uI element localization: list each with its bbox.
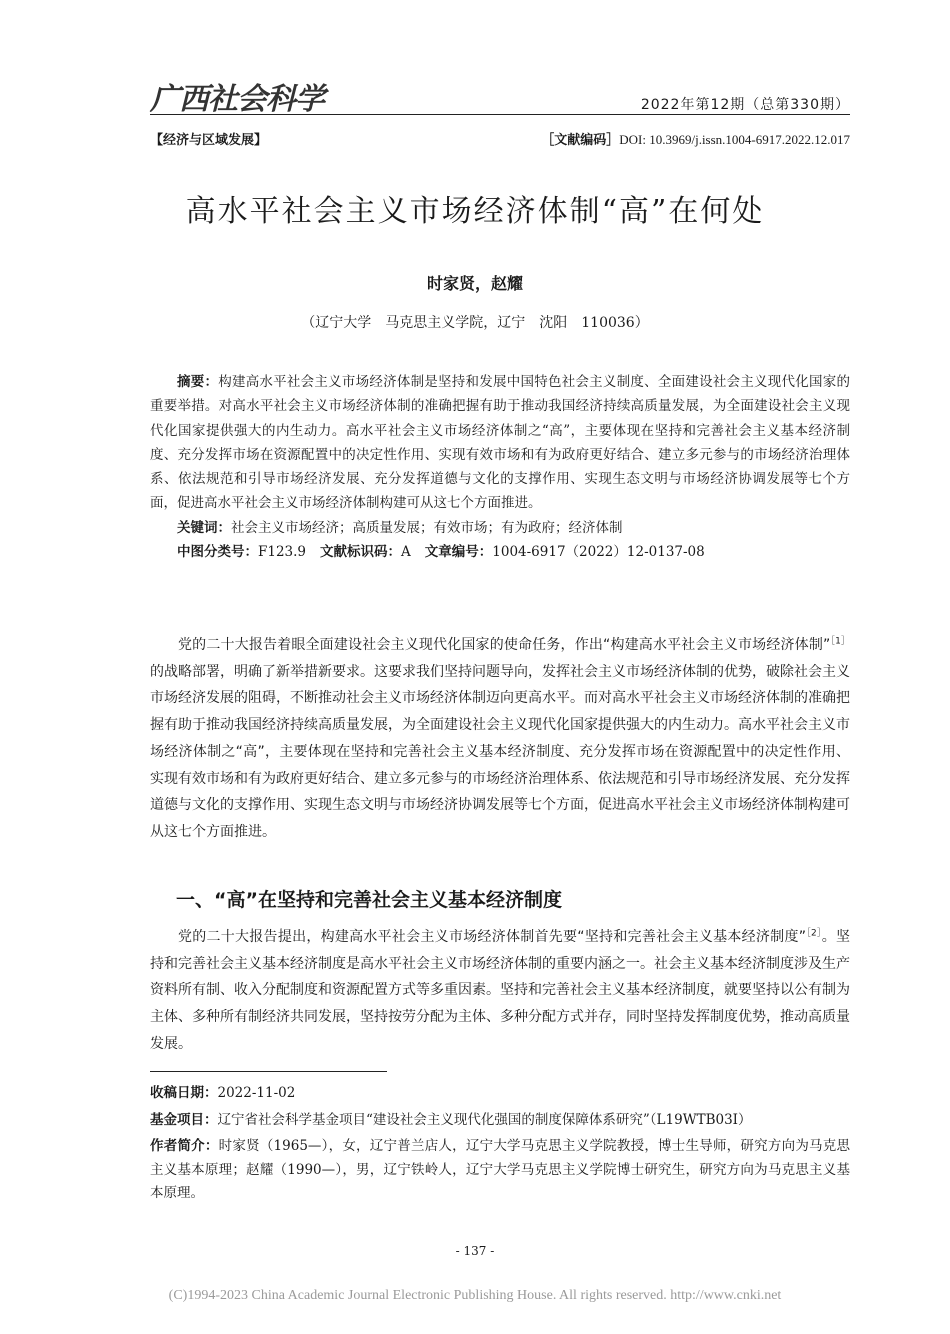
article-no-value: 1004-6917（2022）12-0137-08 [492, 544, 705, 561]
intro-paragraph [150, 632, 850, 846]
author-bio [150, 1135, 850, 1206]
reference-1: ［1］ [830, 636, 850, 647]
abstract-block [150, 370, 850, 564]
received-value: 2022-11-02 [217, 1085, 296, 1101]
abstract-label: 摘要： [177, 374, 219, 390]
journal-logo: 广西社会科学 [150, 82, 324, 117]
keywords-line [177, 516, 850, 540]
fund-label: 基金项目： [150, 1111, 218, 1128]
abstract-paragraph [150, 370, 850, 516]
reference-2: ［2］ [805, 928, 822, 939]
abstract-text: 构建高水平社会主义市场经济体制是坚持和发展中国特色社会主义制度、全面建设社会主义现代化国家的重要举措。对高水平社会主义市场经济体制的准确把握有助于推动我国经济持续高质量发展，为全面建设社会主义现代化国家提供强大的内生动力。高水平社会主义市场经济体制之“高”，主要体现在坚持和完善社会主义基本经济制度、充分发挥市场在资源配置中的决定性作用、实现有效市场和有为政府更好结合、建立多元参与的市场经济治理体系、依法规范和引导市场经济发展、充分发挥道德与文化的支撑作用、实现生态文明与市场经济协调发展等七个方面，促进高水平社会主义市场经济体制构建可从这七个方面推进。 [150, 374, 850, 512]
p2-text-a: 党的二十大报告提出，构建高水平社会主义市场经济体制首先要“坚持和完善社会主义基本经济制度” [178, 929, 806, 945]
header-rule [150, 114, 850, 115]
section-label: 【经济与区域发展】 [150, 133, 268, 148]
authors: 时家贤，赵耀 [426, 274, 523, 293]
footnotes [150, 1082, 850, 1209]
classification-line [177, 540, 850, 564]
issue-info: 2022年第12期（总第330期） [640, 97, 850, 113]
intro-text-a: 党的二十大报告着眼全面建设社会主义现代化国家的使命任务，作出“构建高水平社会主义市场经济体制” [178, 637, 831, 653]
received-date [150, 1082, 850, 1106]
keywords-label: 关键词： [177, 519, 231, 536]
doi-line [541, 129, 850, 148]
page-number: - 137 - [455, 1244, 495, 1258]
received-label: 收稿日期： [150, 1085, 218, 1101]
intro-text-b: 的战略部署，明确了新举措新要求。这要求我们坚持问题导向，发挥社会主义市场经济体制的优势，破除社会主义市场经济发展的阻碍，不断推动社会主义市场经济体制迈向更高水平。而对高水平社会主义市场经济体制的准确把握有助于推动我国经济持续高质量发展，为全面建设社会主义现代化国家提供强大的内生动力。高水平社会主义市场经济体制之“高”，主要体现在坚持和完善社会主义基本经济制度、充分发挥市场在资源配置中的决定性作用、实现有效市场和有为政府更好结合、建立多元参与的市场经济治理体系、依法规范和引导市场经济发展、充分发挥道德与文化的支撑作用、实现生态文明与市场经济协调发展等七个方面，促进高水平社会主义市场经济体制构建可从这七个方面推进。 [150, 663, 850, 840]
copyright-footer: (C)1994-2023 China Academic Journal Electronic Publishing House. All rights reserved. http://www.cnki.net [168, 1288, 782, 1303]
keywords-text: 社会主义市场经济；高质量发展；有效市场；有为政府；经济体制 [231, 519, 623, 536]
article-title: 高水平社会主义市场经济体制“高”在何处 [185, 194, 765, 229]
doi-value: DOI: 10.3969/j.issn.1004-6917.2022.12.017 [619, 132, 850, 147]
footnote-rule [150, 1071, 387, 1072]
section-heading-1: 一、“高”在坚持和完善社会主义基本经济制度 [176, 889, 562, 911]
fund-value: 辽宁省社会科学基金项目“建设社会主义现代化强国的制度保障体系研究”（L19WTB03I） [217, 1111, 752, 1128]
bio-label: 作者简介： [150, 1138, 219, 1154]
bio-value: 时家贤（1965—），女，辽宁普兰店人，辽宁大学马克思主义学院教授，博士生导师，研究方向为马克思主义基本原理；赵耀（1990—），男，辽宁铁岭人，辽宁大学马克思主义学院博士研究生，研究方向为马克思主义基本原理。 [150, 1138, 851, 1201]
doc-code-value: A [401, 544, 411, 561]
section1-paragraph [150, 924, 850, 1058]
article-no-label: 文章编号： [424, 544, 493, 561]
affiliation: （辽宁大学 马克思主义学院，辽宁 沈阳 110036） [301, 315, 649, 331]
p2-text-b: 。坚持和完善社会主义基本经济制度是高水平社会主义市场经济体制的重要内涵之一。社会主义基本经济制度涉及生产资料所有制、收入分配制度和资源配置方式等多重因素。坚持和完善社会主义基本经济制度，就要坚持以公有制为主体、多种所有制经济共同发展，坚持按劳分配为主体、多种分配方式并存，同时坚持发挥制度优势，推动高质量发展。 [150, 929, 850, 1052]
fund-project [150, 1109, 850, 1133]
doi-label: ［文献编码］ [541, 133, 620, 148]
clc-label: 中图分类号： [177, 544, 258, 561]
clc-value: F123.9 [258, 544, 307, 561]
doc-code-label: 文献标识码： [320, 544, 402, 561]
